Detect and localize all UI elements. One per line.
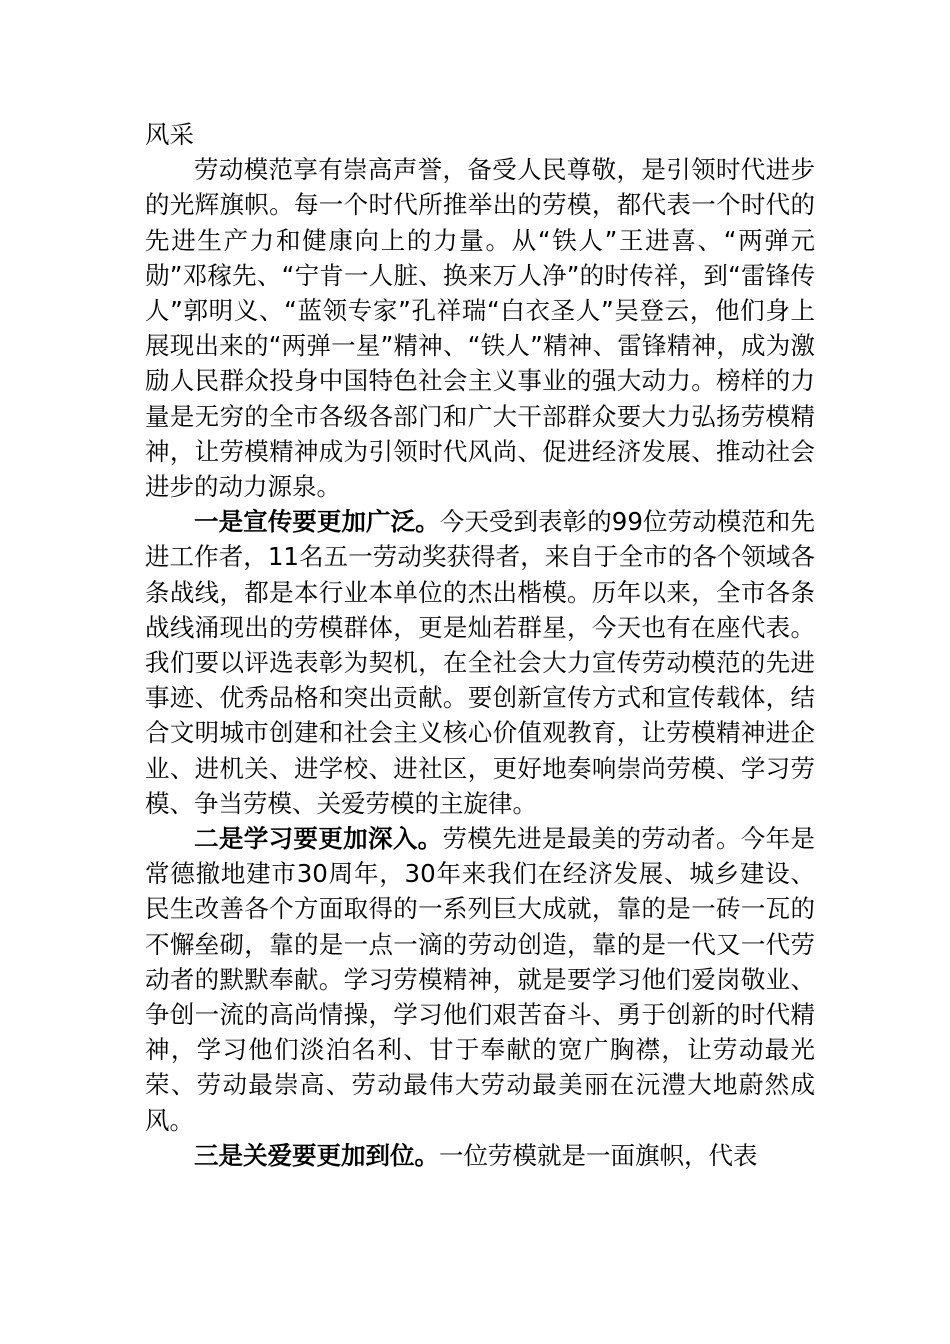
paragraph-fragment bbox=[145, 117, 815, 152]
paragraph-learning bbox=[145, 821, 815, 1138]
paragraph-publicity bbox=[145, 504, 815, 821]
paragraph-lead: 一是宣传要更加广泛。 bbox=[194, 507, 440, 537]
paragraph-text: 劳动模范享有崇高声誉，备受人民尊敬，是引领时代进步的光辉旗帜。每一个时代所推举出的劳模，都代表一个时代的先进生产力和健康向上的力量。从“铁人”王进喜、“两弹元勋”邓稼先、“宁肯一人脏、换来万人净”的时传祥，到“雷锋传人”郭明义、“蓝领专家”孔祥瑞“白衣圣人”吴登云，他们身上展现出来的“两弹一星”精神、“铁人”精神、雷锋精神，成为激励人民群众投身中国特色社会主义事业的强大动力。榜样的力量是无穷的全市各级各部门和广大干部群众要大力弘扬劳模精神，让劳模精神成为引领时代风尚、促进经济发展、推动社会进步的动力源泉。 bbox=[145, 155, 815, 502]
paragraph-text: 风采 bbox=[145, 120, 194, 149]
paragraph-care bbox=[145, 1138, 815, 1173]
paragraph-text: 一位劳模就是一面旗帜，代表 bbox=[439, 1140, 758, 1170]
paragraph-lead: 二是学习要更加深入。 bbox=[194, 824, 443, 854]
paragraph-model-workers-honor bbox=[145, 152, 815, 504]
paragraph-lead: 三是关爱要更加到位。 bbox=[194, 1140, 439, 1170]
paragraph-text: 今天受到表彰的99位劳动模范和先进工作者，11名五一劳动奖获得者，来自于全市的各个领域各条战线，都是本行业本单位的杰出楷模。历年以来，全市各条战线涌现出的劳模群体，更是灿若群星，今天也有在座代表。我们要以评选表彰为契机，在全社会大力宣传劳动模范的先进事迹、优秀品格和突出贡献。要创新宣传方式和宣传载体，结合文明城市创建和社会主义核心价值观教育，让劳模精神进企业、进机关、进学校、进社区，更好地奏响崇尚劳模、学习劳模、争当劳模、关爱劳模的主旋律。 bbox=[145, 507, 815, 818]
document-body bbox=[145, 117, 815, 1173]
paragraph-text: 劳模先进是最美的劳动者。今年是常德撤地建市30周年，30年来我们在经济发展、城乡建设、民生改善各个方面取得的一系列巨大成就，靠的是一砖一瓦的不懈垒砌，靠的是一点一滴的劳动创造，靠的是一代又一代劳动者的默默奉献。学习劳模精神，就是要学习他们爱岗敬业、争创一流的高尚情操，学习他们艰苦奋斗、勇于创新的时代精神，学习他们淡泊名利、甘于奉献的宽广胸襟，让劳动最光荣、劳动最崇高、劳动最伟大劳动最美丽在沅澧大地蔚然成风。 bbox=[145, 824, 816, 1135]
